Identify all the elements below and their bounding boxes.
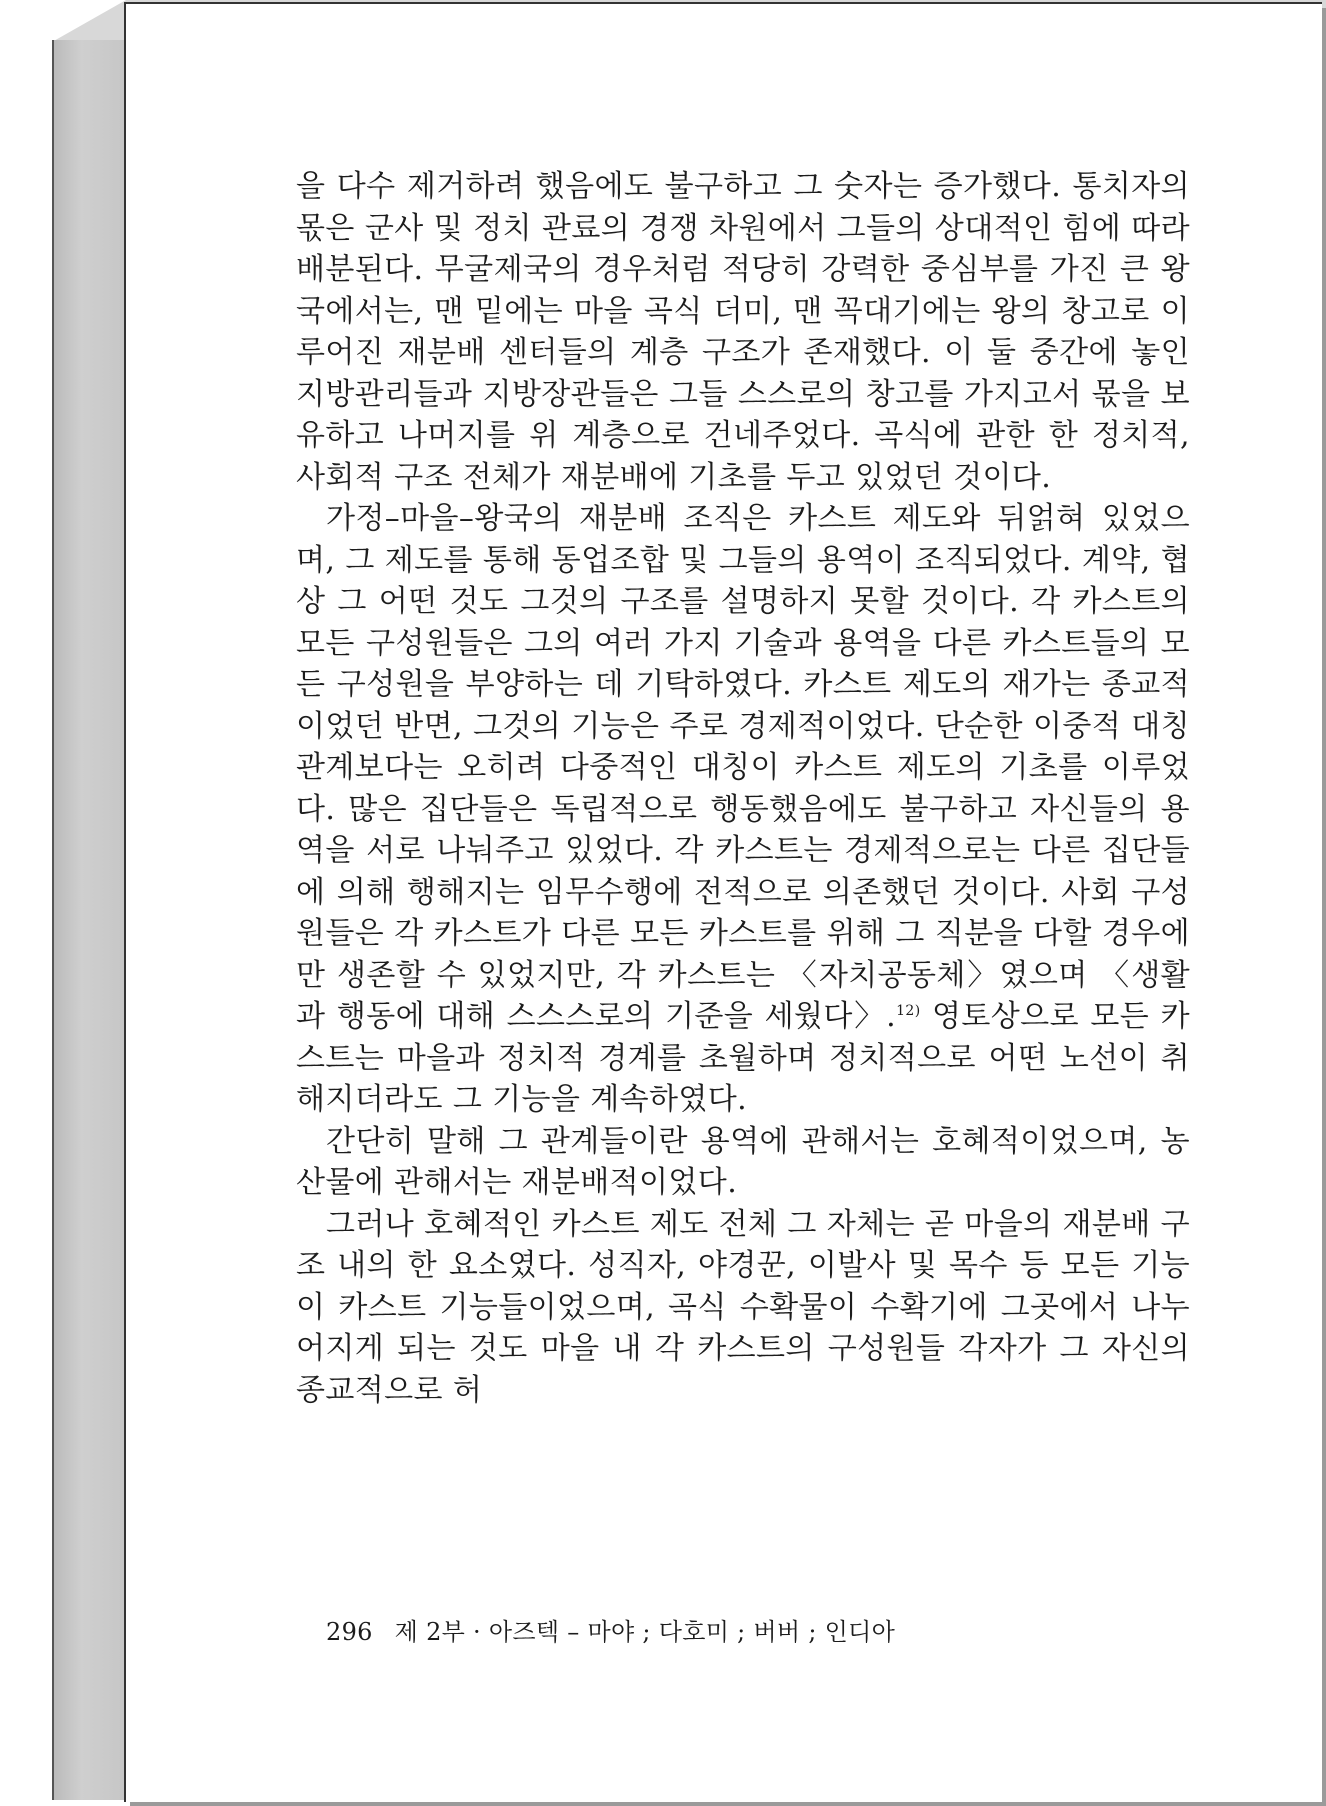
- running-head: 제 2부 · 아즈텍 – 마야 ; 다호미 ; 버버 ; 인디아: [394, 1618, 896, 1646]
- paragraph-2-main: 가정–마을–왕국의 재분배 조직은 카스트 제도와 뒤얽혀 있었으며, 그 제도를 통해 동업조합 및 그들의 용역이 조직되었다. 계약, 협상 그 어떤 것도 그것의 구조를 설명하지 못할 것이다. 각 카스트의 모든 구성원들은 그의 여러 가지 기술과 용역을 다른 카스트들의 모든 구성원을 부양하는 데 기탁하였다. 카스트 제도의 재가는 종교적이었던 반면, 그것의 기능은 주로 경제적이었다. 단순한 이중적 대칭관계보다는 오히려 다중적인 대칭이 카스트 제도의 기초를 이루었다. 많은 집단들은 독립적으로 행동했음에도 불구하고 자신들의 용역을 서로 나눠주고 있었다. 각 카스트는 경제적으로는 다른 집단들에 의해 행해지는 임무수행에 전적으로 의존했던 것이다. 사회 구성원들은 각 카스트가 다른 모든 카스트를 위해 그 직분을 다할 경우에만 생존할 수 있었지만, 각 카스트는 〈자치공동체〉였으며 〈생활과 행동에 대해 스스스로의 기준을 세웠다〉.: [296, 501, 1190, 1034]
- page-number: 296: [326, 1618, 373, 1646]
- book-spine: [52, 40, 126, 1800]
- paragraph-1: 을 다수 제거하려 했음에도 불구하고 그 숫자는 증가했다. 통치자의 몫은 군사 및 정치 관료의 경쟁 차원에서 그들의 상대적인 힘에 따라 배분된다. 무굴제국의 경우처럼 적당히 강력한 중심부를 가진 큰 왕국에서는, 맨 밑에는 마을 곡식 더미, 맨 꼭대기에는 왕의 창고로 이루어진 재분배 센터들의 계층 구조가 존재했다. 이 둘 중간에 놓인 지방관리들과 지방장관들은 그들 스스로의 창고를 가지고서 몫을 보유하고 나머지를 위 계층으로 건네주었다. 곡식에 관한 한 정치적, 사회적 구조 전체가 재분배에 기초를 두고 있었던 것이다.: [296, 169, 1190, 495]
- page-footer: [326, 1612, 895, 1647]
- paragraph-3: 간단히 말해 그 관계들이란 용역에 관해서는 호혜적이었으며, 농산물에 관해서는 재분배적이었다.: [296, 1123, 1190, 1200]
- spine-border: [52, 40, 54, 1800]
- paragraph-2: [296, 498, 1190, 1121]
- paragraph-4: 그러나 호혜적인 카스트 제도 전체 그 자체는 곧 마을의 재분배 구조 내의 한 요소였다. 성직자, 야경꾼, 이발사 및 목수 등 모든 기능이 카스트 기능들이었으며, 곡식 수확물이 수확기에 그곳에서 나누어지게 되는 것도 마을 내 각 카스트의 구성원들 각자가 그 자신의 종교적으로 허: [296, 1206, 1190, 1408]
- body-text: [296, 166, 1190, 1411]
- paragraph-2-tail: 영토상으로 모든 카스트는 마을과 정치적 경계를 초월하며 정치적으로 어떤 노선이 취해지더라도 그 기능을 계속하였다.: [296, 999, 1190, 1117]
- footnote-mark: 12): [896, 1003, 921, 1019]
